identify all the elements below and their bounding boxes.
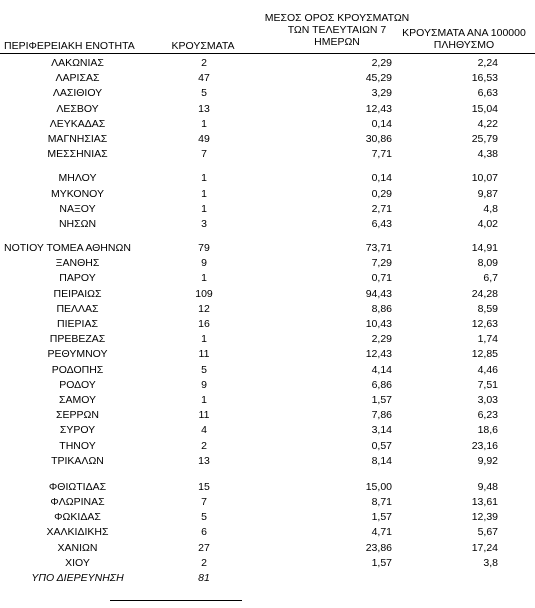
- table-row: [0, 202, 535, 217]
- cases-cell: 5: [201, 511, 207, 524]
- per-100000-cell: 2,24: [477, 57, 498, 69]
- footer-region-cell: ΥΠΟ ΔΙΕΡΕΥΝΗΣΗ: [31, 572, 124, 584]
- per-100000-cell: 25,79: [471, 132, 498, 145]
- per-100000-cell: 9,48: [477, 480, 498, 493]
- footer-cases-cell: 81: [198, 572, 210, 584]
- region-cell: ΦΩΚΙΔΑΣ: [54, 511, 101, 524]
- average-cell: 12,43: [365, 348, 392, 361]
- average-cell: 73,71: [365, 242, 392, 255]
- cases-cell: 5: [201, 363, 207, 376]
- average-cell: 8,14: [371, 454, 392, 467]
- cases-cell: 79: [198, 242, 210, 255]
- average-cell: 23,86: [365, 541, 392, 554]
- cases-cell: 49: [198, 132, 210, 145]
- cases-cell: 1: [201, 333, 207, 346]
- cases-cell: 109: [195, 287, 213, 300]
- per-100000-cell: 14,91: [471, 242, 498, 255]
- header-cases-per-100000: [398, 27, 530, 51]
- header-avg-line-3: ΗΜΕΡΩΝ: [314, 36, 360, 48]
- table-row: [0, 439, 535, 454]
- region-cell: ΡΟΔΟΥ: [59, 378, 96, 391]
- per-100000-cell: 4,38: [477, 148, 498, 161]
- table-row: [0, 317, 535, 332]
- average-cell: 15,00: [365, 480, 392, 493]
- region-cell: ΜΥΚΟΝΟΥ: [50, 187, 104, 200]
- group-spacer: [0, 162, 535, 171]
- per-100000-cell: 3,8: [483, 556, 498, 569]
- average-cell: 0,71: [371, 272, 392, 285]
- average-cell: 10,43: [365, 318, 392, 330]
- cases-cell: 9: [201, 257, 207, 270]
- region-cell: ΠΕΙΡΑΙΩΣ: [53, 287, 102, 300]
- average-cell: 8,86: [371, 302, 392, 315]
- cases-cell: 47: [198, 72, 210, 85]
- per-100000-cell: 17,24: [471, 541, 498, 554]
- table-row: [0, 56, 535, 71]
- average-cell: 7,71: [371, 148, 392, 161]
- average-cell: 4,71: [371, 526, 392, 539]
- region-cell: ΛΕΥΚΑΔΑΣ: [49, 117, 106, 130]
- table-row: [0, 480, 535, 495]
- table-body: [0, 56, 535, 586]
- header-per-line-2: ΠΛΗΘΥΣΜΟ: [433, 39, 495, 51]
- region-cell: ΛΑΚΩΝΙΑΣ: [51, 57, 104, 69]
- per-100000-cell: 9,92: [477, 454, 498, 467]
- table-row: [0, 510, 535, 525]
- cases-cell: 11: [198, 348, 210, 361]
- table-row: [0, 187, 535, 202]
- per-100000-cell: 8,59: [477, 302, 498, 315]
- region-cell: ΞΑΝΘΗΣ: [55, 257, 100, 270]
- table-row: [0, 102, 535, 117]
- table-row: [0, 454, 535, 469]
- region-cell: ΡΟΔΟΠΗΣ: [51, 363, 104, 376]
- cases-cell: 1: [201, 172, 207, 185]
- per-100000-cell: 10,07: [471, 172, 498, 185]
- per-100000-cell: 15,04: [471, 102, 498, 115]
- average-cell: 7,86: [371, 409, 392, 422]
- table-row: [0, 256, 535, 271]
- region-cell: ΦΘΙΩΤΙΔΑΣ: [48, 480, 107, 493]
- region-cell: ΤΡΙΚΑΛΩΝ: [51, 454, 104, 467]
- average-cell: 0,57: [371, 439, 392, 452]
- cases-cell: 2: [201, 57, 207, 69]
- table-row: [0, 541, 535, 556]
- table-row: [0, 393, 535, 408]
- cases-cell: 1: [201, 393, 207, 406]
- table-row: [0, 378, 535, 393]
- cases-cell: 13: [198, 454, 210, 467]
- table-row: [0, 556, 535, 571]
- average-cell: 3,29: [371, 87, 392, 100]
- average-cell: 94,43: [365, 287, 392, 300]
- table-row: [0, 525, 535, 540]
- region-cell: ΧΑΝΙΩΝ: [57, 541, 98, 554]
- region-cell: ΣΑΜΟΥ: [58, 393, 97, 406]
- cases-cell: 11: [198, 409, 210, 422]
- per-100000-cell: 6,63: [477, 87, 498, 100]
- region-cell: ΡΕΘΥΜΝΟΥ: [47, 348, 108, 361]
- average-cell: 1,57: [371, 556, 392, 569]
- average-cell: 7,29: [371, 257, 392, 270]
- region-cell: ΛΑΡΙΣΑΣ: [55, 72, 100, 85]
- table-row: [0, 147, 535, 162]
- region-cell: ΠΡΕΒΕΖΑΣ: [49, 333, 106, 346]
- table-row: [0, 71, 535, 86]
- header-avg-line-2: ΤΩΝ ΤΕΛΕΥΤΑΙΩΝ 7: [287, 24, 387, 36]
- table-row: [0, 423, 535, 438]
- per-100000-cell: 24,28: [471, 287, 498, 300]
- cases-cell: 16: [198, 318, 210, 330]
- cases-cell: 1: [201, 202, 207, 215]
- per-100000-cell: 12,63: [471, 318, 498, 330]
- per-100000-cell: 12,85: [471, 348, 498, 361]
- average-cell: 1,57: [371, 393, 392, 406]
- region-cell: ΝΗΣΩΝ: [58, 217, 97, 230]
- average-cell: 8,71: [371, 496, 392, 509]
- region-cell: ΤΗΝΟΥ: [59, 439, 96, 452]
- per-100000-cell: 6,23: [477, 409, 498, 422]
- region-cell: ΣΕΡΡΩΝ: [56, 409, 99, 422]
- table-row: [0, 217, 535, 232]
- average-cell: 3,14: [371, 424, 392, 437]
- cases-cell: 13: [198, 102, 210, 115]
- cases-cell: 2: [201, 556, 207, 569]
- average-cell: 0,29: [371, 187, 392, 200]
- header-divider: [0, 53, 535, 54]
- table-row: [0, 241, 535, 256]
- table-row: [0, 302, 535, 317]
- group-spacer: [0, 232, 535, 241]
- table-row: [0, 117, 535, 132]
- cases-cell: 3: [201, 217, 207, 230]
- cases-cell: 7: [201, 148, 207, 161]
- footer-divider: [110, 600, 242, 601]
- per-100000-cell: 4,8: [483, 202, 498, 215]
- cases-cell: 1: [201, 117, 207, 130]
- cases-cell: 4: [201, 424, 207, 437]
- cases-cell: 9: [201, 378, 207, 391]
- average-cell: 6,43: [371, 217, 392, 230]
- per-100000-cell: 8,09: [477, 257, 498, 270]
- average-cell: 0,14: [371, 172, 392, 185]
- per-100000-cell: 3,03: [477, 393, 498, 406]
- per-100000-cell: 6,7: [483, 272, 498, 285]
- cases-cell: 12: [198, 302, 210, 315]
- region-cell: ΛΑΣΙΘΙΟΥ: [52, 87, 103, 100]
- table-row: [0, 332, 535, 347]
- average-cell: 2,71: [371, 202, 392, 215]
- per-100000-cell: 4,02: [477, 217, 498, 230]
- region-cell: ΠΙΕΡΙΑΣ: [57, 318, 98, 330]
- average-cell: 2,29: [371, 333, 392, 346]
- cases-cell: 15: [198, 480, 210, 493]
- average-cell: 0,14: [371, 117, 392, 130]
- average-cell: 1,57: [371, 511, 392, 524]
- table-row: [0, 287, 535, 302]
- per-100000-cell: 9,87: [477, 187, 498, 200]
- per-100000-cell: 4,22: [477, 117, 498, 130]
- per-100000-cell: 13,61: [471, 496, 498, 509]
- region-cell: ΦΛΩΡΙΝΑΣ: [50, 496, 105, 509]
- group-spacer: [0, 469, 535, 480]
- per-100000-cell: 12,39: [471, 511, 498, 524]
- cases-cell: 1: [201, 272, 207, 285]
- region-cell: ΜΕΣΣΗΝΙΑΣ: [47, 148, 108, 161]
- cases-cell: 1: [201, 187, 207, 200]
- average-cell: 45,29: [365, 72, 392, 85]
- average-cell: 4,14: [371, 363, 392, 376]
- table-row: [0, 408, 535, 423]
- per-100000-cell: 7,51: [477, 378, 498, 391]
- header-region: ΠΕΡΙΦΕΡΕΙΑΚΗ ΕΝΟΤΗΤΑ: [4, 40, 135, 52]
- table-row: [0, 271, 535, 286]
- region-cell: ΣΥΡΟΥ: [59, 424, 96, 437]
- per-100000-cell: 23,16: [471, 439, 498, 452]
- region-cell: ΠΑΡΟΥ: [59, 272, 96, 285]
- table-row: [0, 495, 535, 510]
- cases-cell: 6: [201, 526, 207, 539]
- per-100000-cell: 16,53: [471, 72, 498, 85]
- per-100000-cell: 5,67: [477, 526, 498, 539]
- average-cell: 6,86: [371, 378, 392, 391]
- average-cell: 2,29: [371, 57, 392, 69]
- region-cell: ΛΕΣΒΟΥ: [56, 102, 99, 115]
- cases-cell: 2: [201, 439, 207, 452]
- header-per-line-1: ΚΡΟΥΣΜΑΤΑ ΑΝΑ 100000: [402, 27, 526, 39]
- table-row: [0, 171, 535, 186]
- table-row: [0, 347, 535, 362]
- cases-cell: 27: [198, 541, 210, 554]
- header-avg-line-1: ΜΕΣΟΣ ΟΡΟΣ ΚΡΟΥΣΜΑΤΩΝ: [264, 12, 410, 24]
- region-cell: ΧΑΛΚΙΔΙΚΗΣ: [46, 526, 109, 539]
- header-cases: ΚΡΟΥΣΜΑΤΑ: [171, 40, 235, 52]
- per-100000-cell: 1,74: [477, 333, 498, 346]
- region-cell: ΜΑΓΝΗΣΙΑΣ: [47, 132, 108, 145]
- table-row: [0, 132, 535, 147]
- region-cell: ΠΕΛΛΑΣ: [56, 302, 99, 315]
- footer-row: [0, 571, 535, 586]
- per-100000-cell: 4,46: [477, 363, 498, 376]
- per-100000-cell: 18,6: [477, 424, 498, 437]
- cases-cell: 5: [201, 87, 207, 100]
- region-cell: ΧΙΟΥ: [65, 556, 90, 569]
- region-cell: ΜΗΛΟΥ: [58, 172, 97, 185]
- average-cell: 12,43: [365, 102, 392, 115]
- header-seven-day-average: [262, 12, 412, 48]
- region-cell: ΝΟΤΙΟΥ ΤΟΜΕΑ ΑΘΗΝΩΝ: [4, 242, 131, 255]
- cases-cell: 7: [201, 496, 207, 509]
- region-cell: ΝΑΞΟΥ: [59, 202, 96, 215]
- table-row: [0, 363, 535, 378]
- average-cell: 30,86: [365, 132, 392, 145]
- table-row: [0, 86, 535, 101]
